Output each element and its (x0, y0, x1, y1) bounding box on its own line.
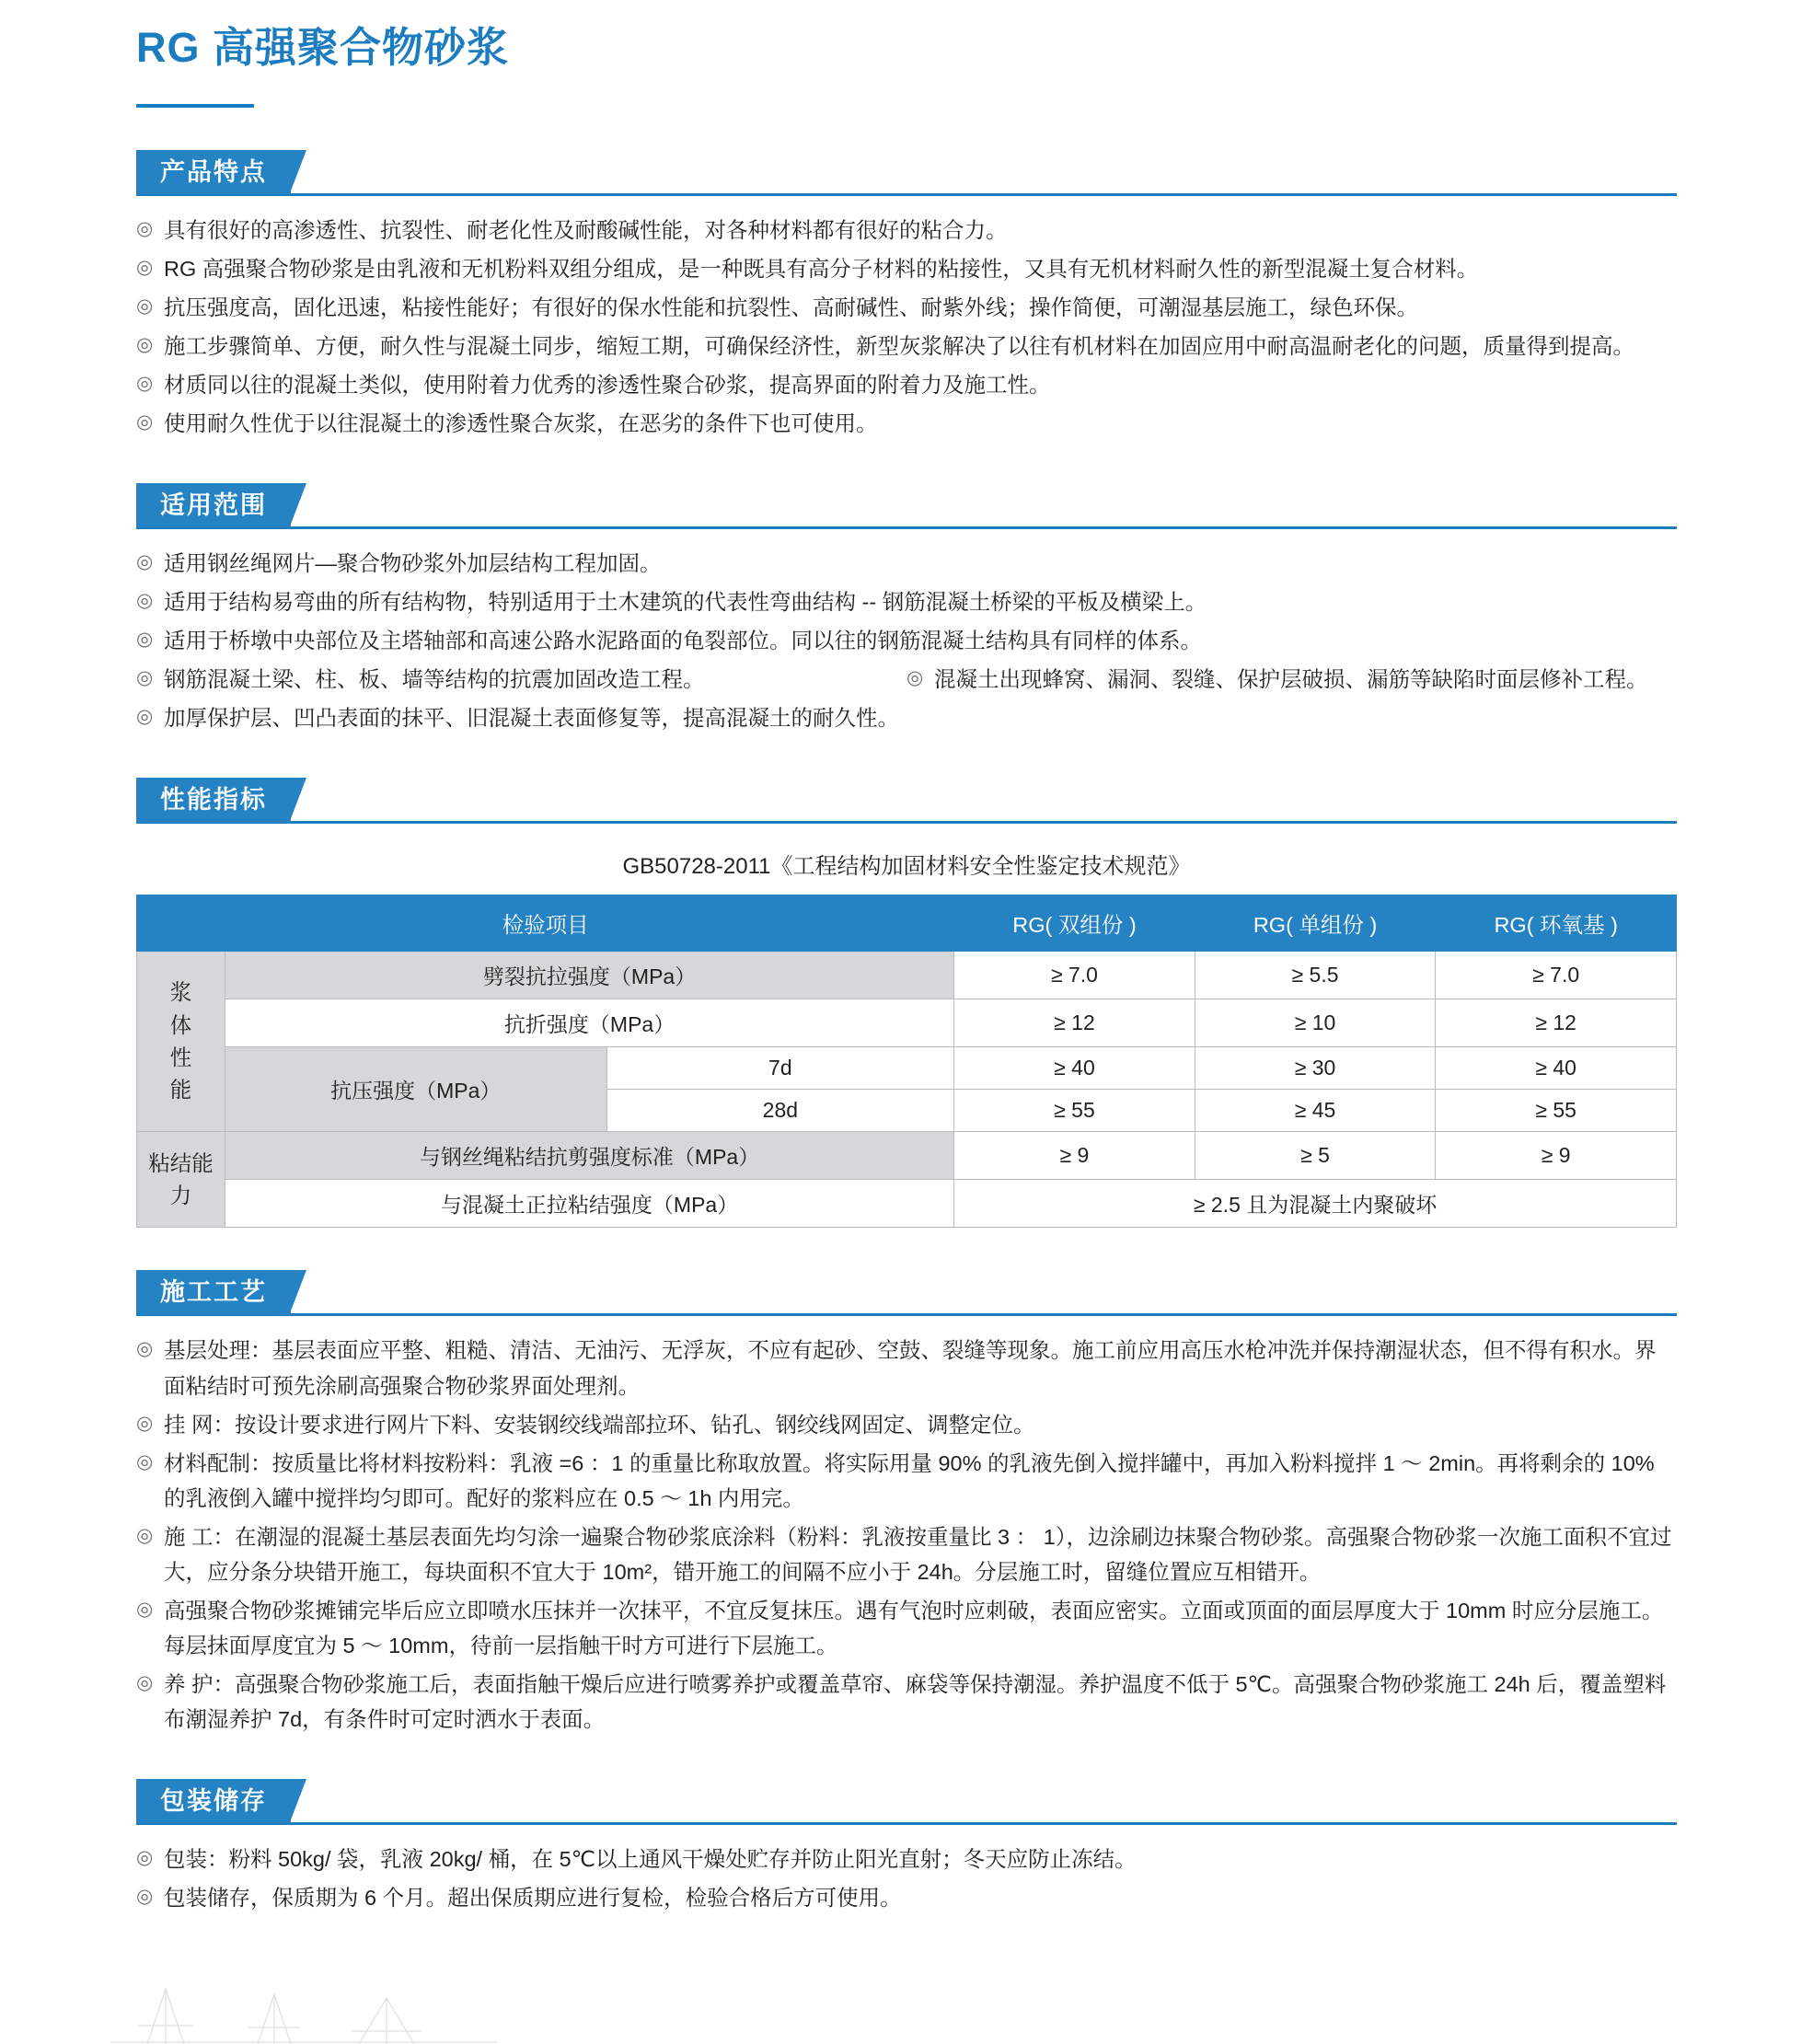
diamond-bullet-icon: ◎ (136, 373, 154, 394)
scope-two-column-row (136, 662, 1677, 700)
list-item (136, 700, 1677, 735)
diamond-bullet-icon: ◎ (136, 1886, 154, 1908)
list-item (136, 213, 1677, 248)
section-heading-label: 产品特点 (136, 150, 291, 194)
list-item (136, 623, 1677, 658)
table-row (137, 1047, 1677, 1090)
table-caption: GB50728-2011《工程结构加固材料安全性鉴定技术规范》 (622, 854, 1191, 880)
diamond-bullet-icon: ◎ (136, 706, 154, 728)
list-item-text: 挂 网：按设计要求进行网片下料、安装钢绞线端部拉环、钻孔、钢绞线网固定、调整定位。 (164, 1412, 1035, 1437)
row-group-label-char: 力 (169, 1183, 192, 1207)
section-header-rule (136, 821, 1677, 824)
section-header-rule (136, 526, 1677, 529)
diamond-bullet-icon: ◎ (136, 411, 154, 433)
list-item-text: 包装储存，保质期为 6 个月。超出保质期应进行复检，检验合格后方可使用。 (164, 1886, 902, 1911)
table-row (137, 1132, 1677, 1180)
section-header-scope (0, 483, 1813, 529)
section-scope (0, 483, 1813, 735)
diamond-bullet-icon: ◎ (136, 256, 154, 278)
list-item-text: 适用于结构易弯曲的所有结构物，特别适用于土木建筑的代表性弯曲结构 -- 钢筋混凝土桥梁的平板及横梁上。 (164, 590, 1207, 615)
diamond-bullet-icon: ◎ (136, 629, 154, 651)
row-group-label-char: 性 (169, 1045, 192, 1069)
diamond-bullet-icon: ◎ (136, 1524, 154, 1546)
list-item-text: 加厚保护层、凹凸表面的抹平、旧混凝土表面修复等，提高混凝土的耐久性。 (164, 706, 899, 731)
scope-column-right (906, 662, 1677, 700)
scope-body (0, 529, 1813, 735)
list-item-text: 材质同以往的混凝土类似，使用附着力优秀的渗透性聚合砂浆，提高界面的附着力及施工性。 (164, 373, 1051, 397)
construction-body (0, 1316, 1813, 1737)
diamond-bullet-icon: ◎ (136, 1598, 154, 1620)
row-label: 与混凝土正拉粘结强度（MPa） (225, 1180, 953, 1228)
title-underline (136, 104, 254, 108)
list-item-text: 使用耐久性优于以往混凝土的渗透性聚合灰浆，在恶劣的条件下也可使用。 (164, 411, 878, 436)
row-group-label-char: 粘结能 (148, 1150, 214, 1175)
cell-value: ≥ 5 (1195, 1132, 1436, 1180)
list-item (136, 584, 1677, 619)
list-item-text: 高强聚合物砂浆摊铺完毕后应立即喷水压抹并一次抹平，不宜反复抹压。遇有气泡时应刺破，表面应密实。立面或顶面的面层厚度大于 10mm 时应分层施工。每层抹面厚度宜为 5 ～ 10mm，待前一层指触干时方可进行下层施工。 (164, 1598, 1664, 1657)
list-item (136, 251, 1677, 286)
list-item (136, 290, 1677, 325)
row-label: 与钢丝绳粘结抗剪强度标准（MPa） (225, 1132, 953, 1180)
cell-value: ≥ 12 (1436, 999, 1677, 1047)
list-item (136, 1407, 1677, 1442)
list-item-text: 钢筋混凝土梁、柱、板、墙等结构的抗震加固改造工程。 (164, 667, 705, 692)
list-item (136, 662, 906, 697)
section-header-rule (136, 1313, 1677, 1316)
diamond-bullet-icon: ◎ (136, 1338, 154, 1360)
cell-value: ≥ 55 (954, 1090, 1195, 1132)
column-header-rg-one-part: RG( 单组份 ) (1195, 895, 1436, 952)
table-row (137, 952, 1677, 999)
list-item (136, 1593, 1677, 1663)
row-sub-label: 7d (606, 1047, 954, 1090)
section-header-rule (136, 1822, 1677, 1825)
row-label: 抗压强度（MPa） (225, 1047, 606, 1132)
list-item-text: 基层处理：基层表面应平整、粗糙、清洁、无油污、无浮灰，不应有起砂、空鼓、裂缝等现象。施工前应用高压水枪冲洗并保持潮湿状态，但不得有积水。界面粘结时可预先涂刷高强聚合物砂浆界面处理剂。 (164, 1338, 1657, 1398)
diamond-bullet-icon: ◎ (136, 1672, 154, 1693)
section-header-construction (0, 1270, 1813, 1316)
row-label: 劈裂抗拉强度（MPa） (225, 952, 953, 999)
list-item (136, 1519, 1677, 1589)
scope-column-left (136, 662, 906, 700)
cell-value: ≥ 9 (1436, 1132, 1677, 1180)
page-title: RG 高强聚合物砂浆 (136, 24, 510, 71)
list-item (136, 1667, 1677, 1737)
list-item-text: 施工步骤简单、方便，耐久性与混凝土同步，缩短工期，可确保经济性，新型灰浆解决了以往有机材料在加固应用中耐高温耐老化的问题，质量得到提高。 (164, 333, 1634, 358)
table-head (137, 895, 1677, 952)
cell-value: ≥ 5.5 (1195, 952, 1436, 999)
cell-value: ≥ 40 (954, 1047, 1195, 1090)
column-header-rg-epoxy: RG( 环氧基 ) (1436, 895, 1677, 952)
diamond-bullet-icon: ◎ (906, 667, 924, 689)
list-item (906, 662, 1677, 697)
list-item-text: 适用钢丝绳网片—聚合物砂浆外加层结构工程加固。 (164, 551, 662, 576)
list-item (136, 1842, 1677, 1877)
list-item-text: 抗压强度高，固化迅速，粘接性能好；有很好的保水性能和抗裂性、高耐碱性、耐紫外线；操作简便，可潮湿基层施工，绿色环保。 (164, 294, 1418, 319)
section-features (0, 150, 1813, 441)
title-block (0, 0, 1813, 108)
row-group-label-bond (137, 1132, 225, 1228)
section-heading-label: 适用范围 (136, 483, 291, 527)
cell-value: ≥ 45 (1195, 1090, 1436, 1132)
diamond-bullet-icon: ◎ (136, 217, 154, 239)
row-label: 抗折强度（MPa） (225, 999, 953, 1047)
section-heading-label: 性能指标 (136, 778, 291, 822)
packaging-body (0, 1825, 1813, 1956)
list-item (136, 1333, 1677, 1403)
diamond-bullet-icon: ◎ (136, 1412, 154, 1434)
features-body (0, 196, 1813, 441)
list-item-text: 混凝土出现蜂窝、漏洞、裂缝、保护层破损、漏筋等缺陷时面层修补工程。 (934, 667, 1648, 692)
section-heading-label: 施工工艺 (136, 1270, 291, 1314)
list-item-text: RG 高强聚合物砂浆是由乳液和无机粉料双组分组成，是一种既具有高分子材料的粘接性，又具有无机材料耐久性的新型混凝土复合材料。 (164, 256, 1479, 281)
list-item (136, 406, 1677, 441)
cell-value: ≥ 12 (954, 999, 1195, 1047)
cell-value: ≥ 55 (1436, 1090, 1677, 1132)
list-item-text: 具有很好的高渗透性、抗裂性、耐老化性及耐酸碱性能，对各种材料都有很好的粘合力。 (164, 217, 1008, 242)
section-header-rule (136, 193, 1677, 196)
section-header-packaging (0, 1779, 1813, 1825)
list-item (136, 367, 1677, 402)
table-row (137, 999, 1677, 1047)
bridge-outline-decoration (110, 1970, 497, 2044)
list-item (136, 546, 1677, 581)
diamond-bullet-icon: ◎ (136, 667, 154, 689)
diamond-bullet-icon: ◎ (136, 333, 154, 355)
cell-value: ≥ 30 (1195, 1047, 1436, 1090)
diamond-bullet-icon: ◎ (136, 590, 154, 612)
performance-table-wrap (0, 895, 1813, 1228)
cell-value: ≥ 7.0 (1436, 952, 1677, 999)
list-item (136, 1880, 1677, 1915)
cell-value: ≥ 7.0 (954, 952, 1195, 999)
diamond-bullet-icon: ◎ (136, 1450, 154, 1472)
row-group-label-char: 体 (169, 1012, 192, 1037)
row-group-label-slurry (137, 952, 225, 1132)
cell-value: ≥ 9 (954, 1132, 1195, 1180)
cell-value-merged: ≥ 2.5 且为混凝土内聚破坏 (954, 1180, 1677, 1228)
cell-value: ≥ 10 (1195, 999, 1436, 1047)
diamond-bullet-icon: ◎ (136, 1847, 154, 1869)
row-group-label-char: 浆 (169, 980, 192, 1005)
diamond-bullet-icon: ◎ (136, 294, 154, 317)
section-packaging (0, 1779, 1813, 1956)
column-header-rg-two-part: RG( 双组份 ) (954, 895, 1195, 952)
performance-table (136, 895, 1677, 1228)
section-header-performance (0, 778, 1813, 824)
list-item-text: 包装：粉料 50kg/ 袋，乳液 20kg/ 桶，在 5℃以上通风干燥处贮存并防止阳光直射；冬天应防止冻结。 (164, 1847, 1137, 1872)
list-item-text: 适用于桥墩中央部位及主塔轴部和高速公路水泥路面的龟裂部位。同以往的钢筋混凝土结构具有同样的体系。 (164, 629, 1202, 653)
list-item-text: 施 工：在潮湿的混凝土基层表面先均匀涂一遍聚合物砂浆底涂料（粉料：乳液按重量比 3 ： 1），边涂刷边抹聚合物砂浆。高强聚合物砂浆一次施工面积不宜过大，应分条分块错开施工，每块面积不宜大于 10m²，错开施工的间隔不应小于 24h。分层施工时，留缝位置应互相错开。 (164, 1524, 1672, 1584)
section-performance (0, 778, 1813, 1228)
table-body (137, 952, 1677, 1228)
table-header-row (137, 895, 1677, 952)
column-header-item: 检验项目 (137, 895, 954, 952)
section-header-features (0, 150, 1813, 196)
row-group-label-char: 能 (169, 1078, 192, 1103)
list-item (136, 1446, 1677, 1516)
section-construction (0, 1270, 1813, 1737)
cell-value: ≥ 40 (1436, 1047, 1677, 1090)
list-item (136, 329, 1677, 364)
list-item-text: 材料配制：按质量比将材料按粉料：乳液 =6 ：1 的重量比称取放置。将实际用量 90% 的乳液先倒入搅拌罐中，再加入粉料搅拌 1 ～ 2min。再将剩余的 10% 的乳液倒入罐中搅拌均匀即可。配好的浆料应在 0.5 ～ 1h 内用完。 (164, 1450, 1655, 1510)
list-item-text: 养 护：高强聚合物砂浆施工后，表面指触干燥后应进行喷雾养护或覆盖草帘、麻袋等保持潮湿。养护温度不低于 5℃。高强聚合物砂浆施工 24h 后，覆盖塑料布潮湿养护 7d，有条件时可定时洒水于表面。 (164, 1672, 1667, 1732)
diamond-bullet-icon: ◎ (136, 551, 154, 573)
row-sub-label: 28d (606, 1090, 954, 1132)
table-row (137, 1180, 1677, 1228)
section-heading-label: 包装储存 (136, 1779, 291, 1823)
